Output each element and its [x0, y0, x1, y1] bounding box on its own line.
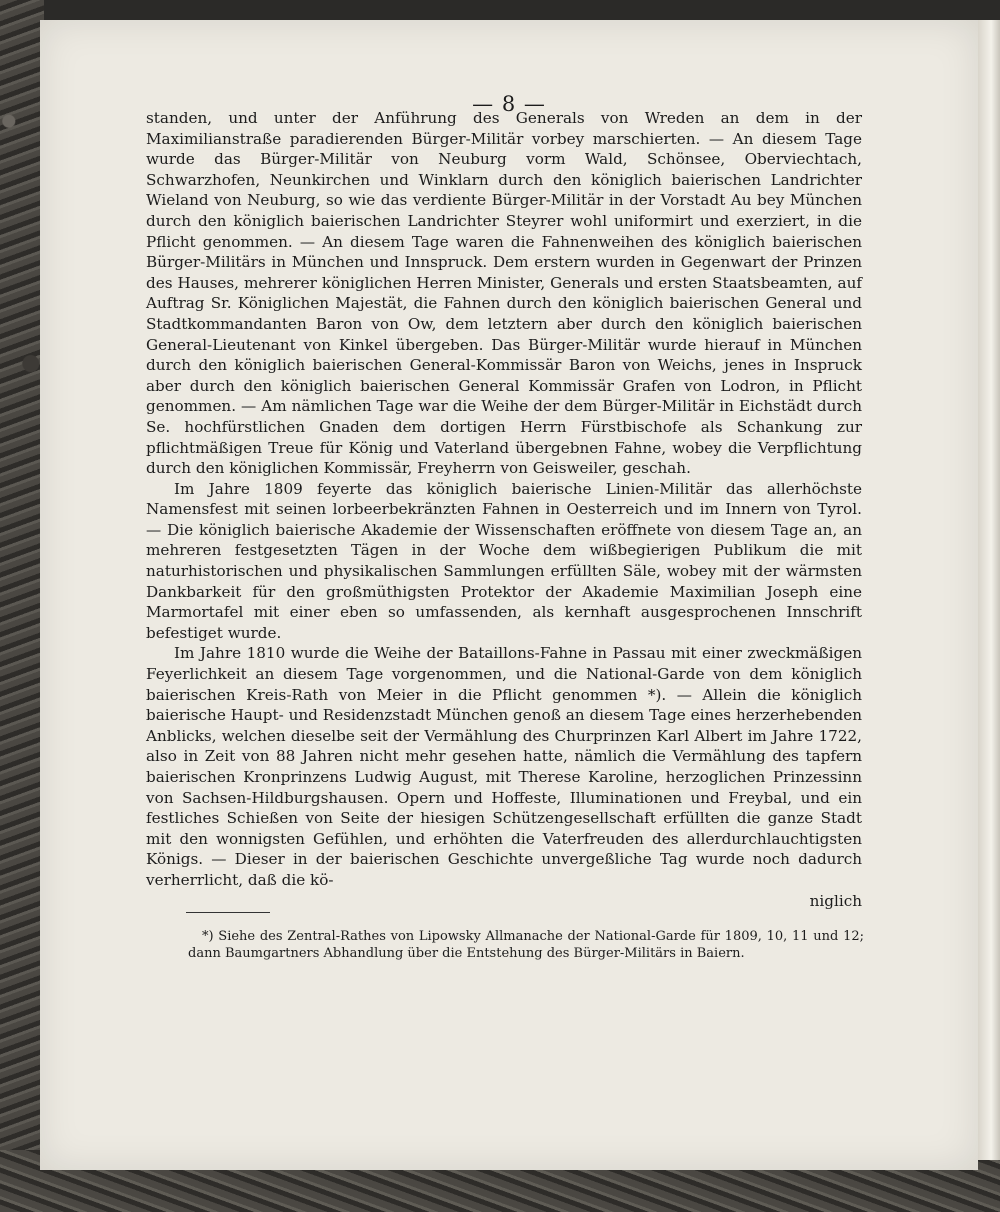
- body-text: [146, 108, 862, 911]
- page-edge: [978, 20, 1000, 1160]
- paragraph-2: Im Jahre 1809 feyerte das königlich baierische Linien-Militär das allerhöchste Namensfest mit seinen lorbeerbekränzten Fahnen in Oesterreich und im Innern von Tyrol. — Die königlich baierische Akademie der Wissenschaften eröffnete von diesem Tage an, an mehreren festgesetzten Tägen in der Woche dem wißbegierigen Publikum die mit naturhistorischen und physikalischen Sammlungen erfüllten Säle, wobey mit der wärmsten Dankbarkeit für den großmüthigsten Protektor der Akademie Maximilian Joseph eine Marmortafel mit einer eben so umfassenden, als kernhaft ausgesprochenen Innschrift befestiget wurde.: [146, 479, 862, 642]
- catchword: niglich: [809, 891, 862, 910]
- page-number: — 8 —: [472, 92, 546, 116]
- paragraph-3: Im Jahre 1810 wurde die Weihe der Bataillons-Fahne in Passau mit einer zweckmäßigen Feyerlichkeit an diesem Tage vorgenommen, und die National-Garde von dem königlich baierischen Kreis-Rath von Meier in die Pflicht genommen *). — Allein die königlich baierische Haupt- und Residenzstadt München genoß an diesem Tage eines herzerhebenden Anblicks, welchen dieselbe seit der Vermählung des Churprinzen Karl Albert im Jahre 1722, also in Zeit von 88 Jahren nicht mehr gesehen hatte, nämlich die Vermählung des tapfern baierischen Kronprinzens Ludwig August, mit Therese Karoline, herzoglichen Prinzessinn von Sachsen-Hildburgshausen. Opern und Hoffeste, Illuminationen und Freybal, und ein festliches Schießen von Seite der hiesigen Schützengesellschaft erfüllten die ganze Stadt mit den wonnigsten Gefühlen, und erhöhten die Vaterfreuden des allerdurchlauchtigsten Königs. — Dieser in der baierischen Geschichte unvergeßliche Tag wurde noch dadurch verherrlicht, daß die kö-: [146, 644, 862, 889]
- footnote: *) Siehe des Zentral-Rathes von Lipowsky Allmanache der National-Garde für 1809, 10, 11 und 12; dann Baumgartners Abhandlung über die Entstehung des Bürger-Militärs in Baiern.: [188, 929, 864, 961]
- footnote-divider: [186, 912, 270, 913]
- book-cover-marbled-edge: [0, 0, 44, 1212]
- paragraph-1: standen, und unter der Anführung des Generals von Wreden an dem in der Maximilianstraße paradierenden Bürger-Militär vorbey marschierten. — An diesem Tage wurde das Bürger-Militär von Neuburg vorm Wald, Schönsee, Oberviechtach, Schwarzhofen, Neunkirchen und Winklarn durch den königlich baierischen Landrichter Wieland von Neuburg, so wie das verdiente Bürger-Militär in der Vorstadt Au bey München durch den königlich baierischen Landrichter Steyrer wohl uniformirt und exerziert, in die Pflicht genommen. — An diesem Tage waren die Fahnenweihen des königlich baierischen Bürger-Militärs in München und Innspruck. Dem erstern wurden in Gegenwart der Prinzen des Hauses, mehrerer königlichen Herren Minister, Generals und ersten Staatsbeamten, auf Auftrag Sr. Königlichen Majestät, die Fahnen durch den königlich baierischen General und Stadtkommandanten Baron von Ow, dem letztern aber durch den königlich baierischen General-Lieutenant von Kinkel übergeben. Das Bürger-Militär wurde hierauf in München durch den königlich baierischen General-Kommissär Baron von Weichs, jenes in Inspruck aber durch den königlich baierischen General Kommissär Grafen von Lodron, in Pflicht genommen. — Am nämlichen Tage war die Weihe der dem Bürger-Militär in Eichstädt durch Se. hochfürstlichen Gnaden dem dortigen Herrn Fürstbischofe als Schankung zur pflichtmäßigen Treue für König und Vaterland übergebnen Fahne, wobey die Verpflichtung durch den königlichen Kommissär, Freyherrn von Geisweiler, geschah.: [146, 109, 862, 478]
